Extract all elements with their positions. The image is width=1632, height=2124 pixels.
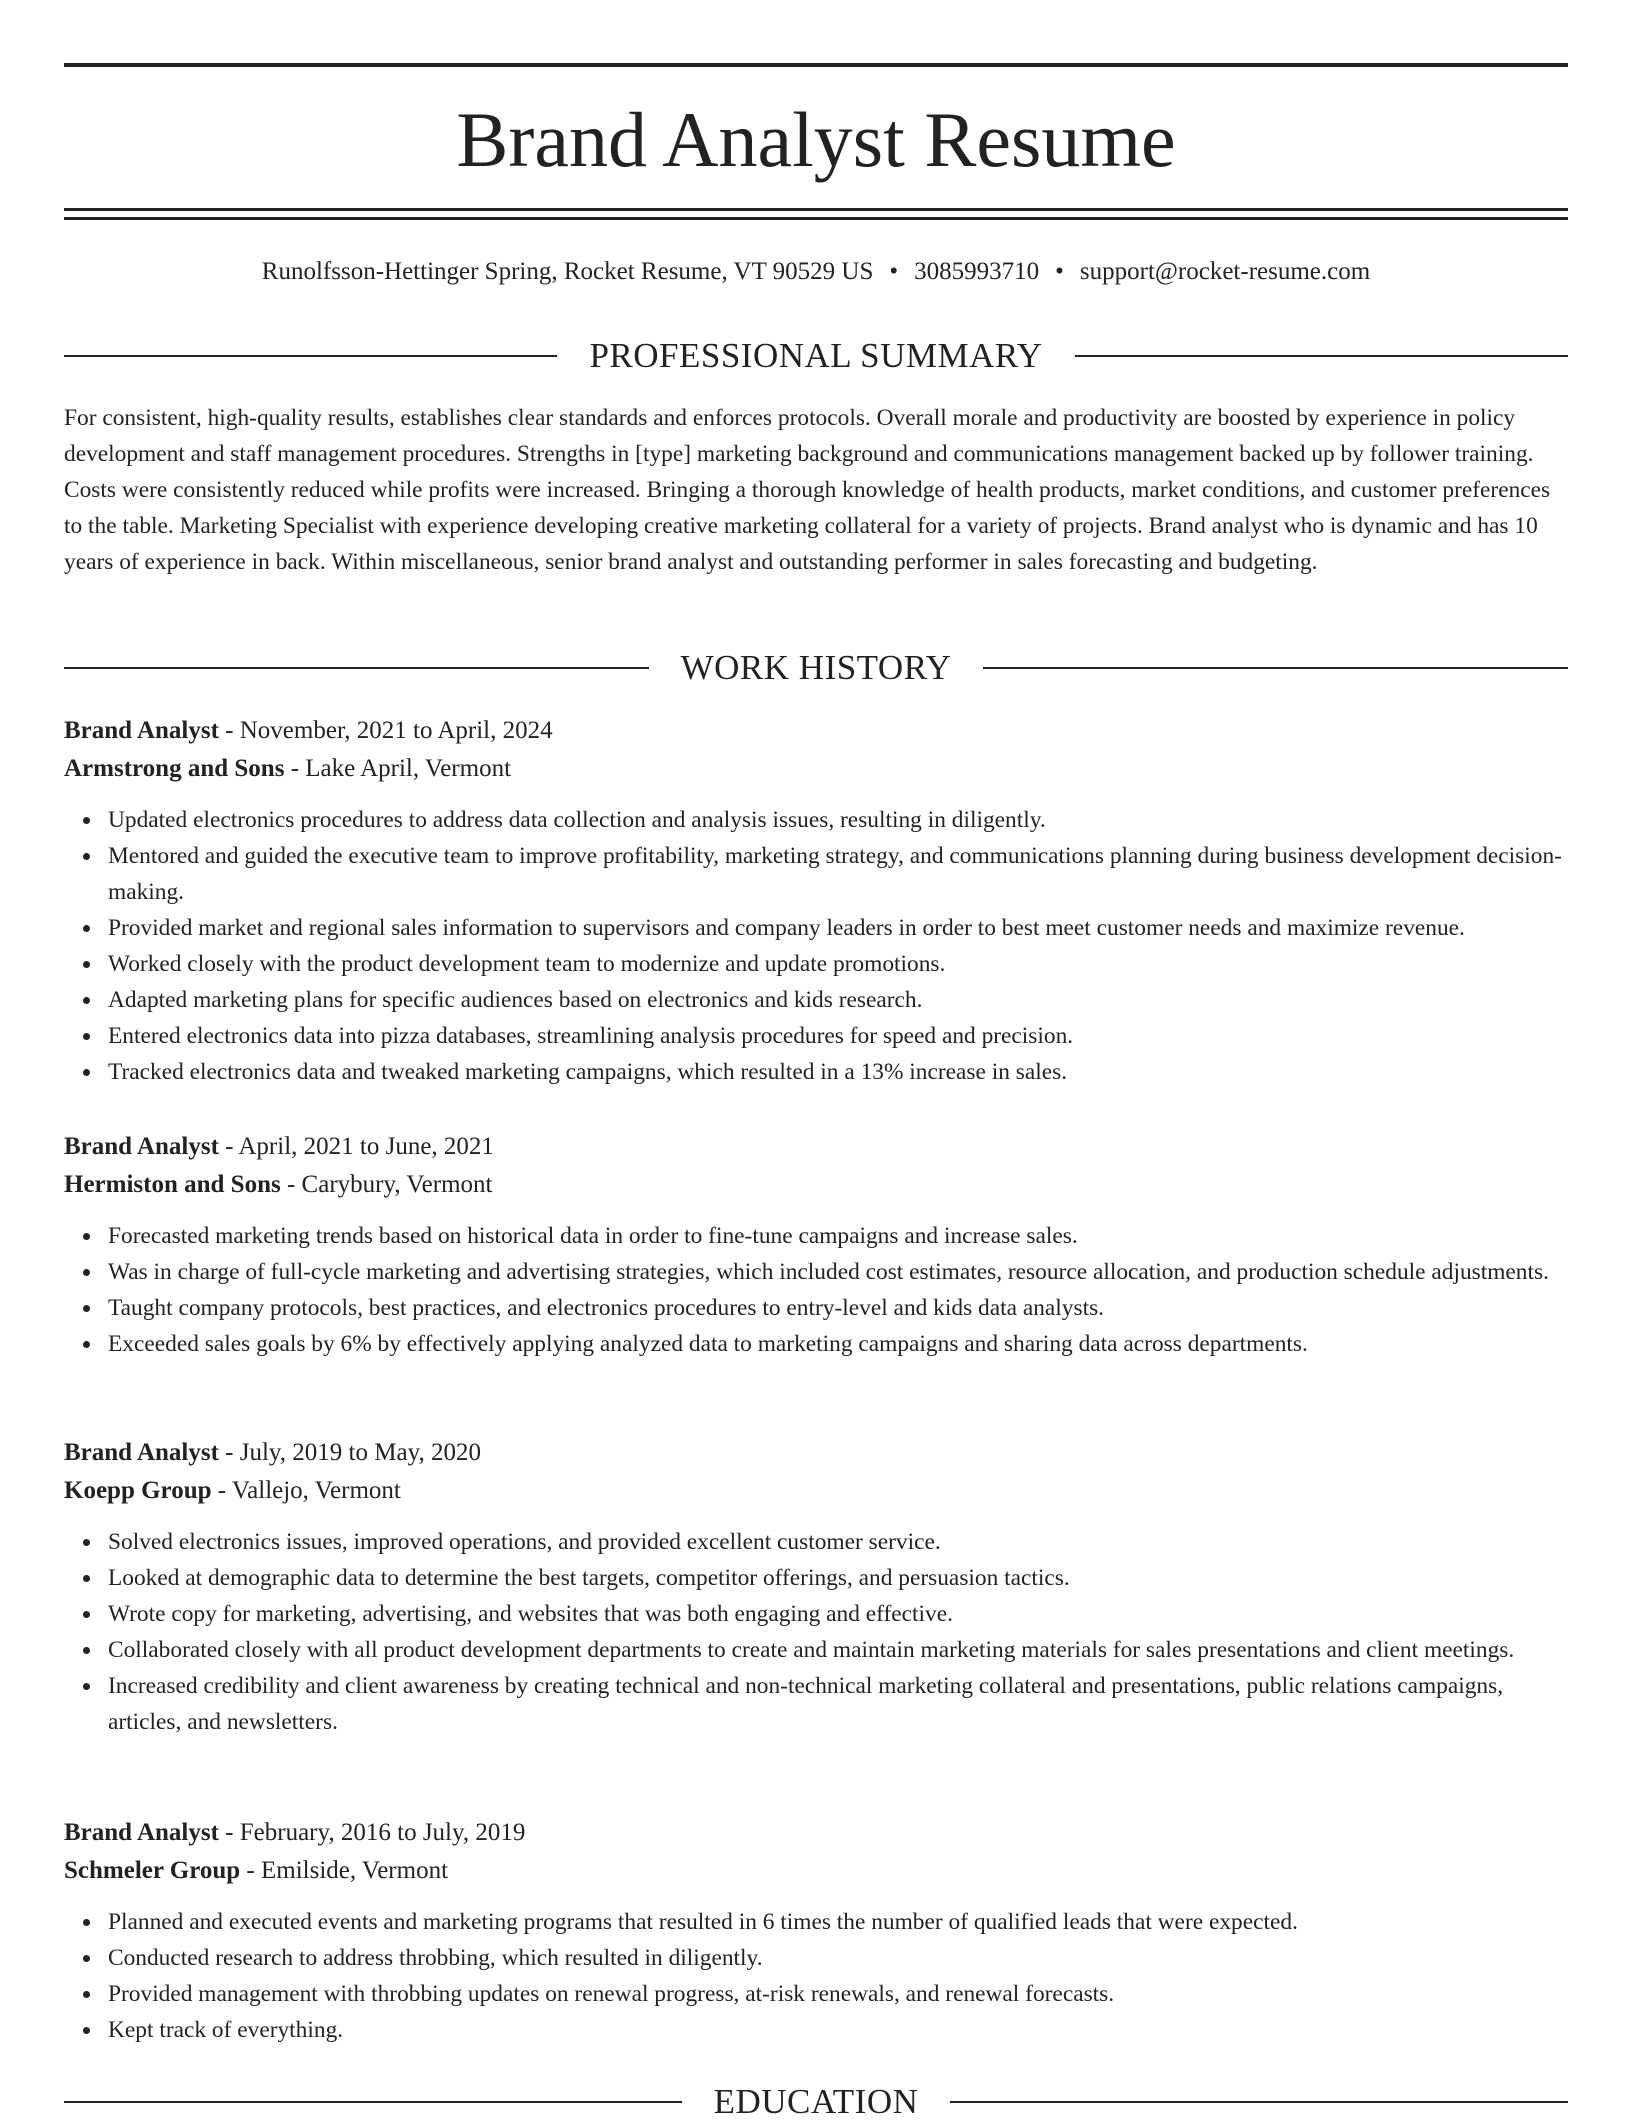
- job-title-line: [64, 712, 1568, 750]
- list-item: Updated electronics procedures to address data collection and analysis issues, resulting in diligently.: [108, 802, 1568, 838]
- job-dates: - April, 2021 to June, 2021: [218, 1133, 494, 1160]
- list-item: Increased credibility and client awareness by creating technical and non-technical marketing collateral and presentations, public relations campaigns, articles, and newsletters.: [108, 1668, 1568, 1740]
- contact-email: support@rocket-resume.com: [1079, 258, 1371, 285]
- list-item: Looked at demographic data to determine the best targets, competitor offerings, and persuasion tactics.: [108, 1560, 1568, 1596]
- job-dates: - February, 2016 to July, 2019: [218, 1819, 526, 1846]
- contact-line: [64, 254, 1568, 290]
- job-title: Brand Analyst: [64, 1819, 219, 1846]
- job-company-line: [64, 1852, 1568, 1890]
- section-heading-professional-summary: [64, 334, 1568, 378]
- job-entry: [64, 1434, 1568, 1740]
- list-item: Entered electronics data into pizza databases, streamlining analysis procedures for speed and precision.: [108, 1018, 1568, 1054]
- contact-separator: •: [889, 258, 899, 285]
- list-item: Adapted marketing plans for specific audiences based on electronics and kids research.: [108, 982, 1568, 1018]
- job-company: Koepp Group: [64, 1477, 212, 1504]
- job-title-line: [64, 1814, 1568, 1852]
- list-item: Forecasted marketing trends based on historical data in order to fine-tune campaigns and increase sales.: [108, 1218, 1568, 1254]
- list-item: Collaborated closely with all product development departments to create and maintain marketing materials for sales presentations and client meetings.: [108, 1632, 1568, 1668]
- list-item: Worked closely with the product development team to modernize and update promotions.: [108, 946, 1568, 982]
- section-heading-label: WORK HISTORY: [680, 648, 952, 687]
- heading-rule: [64, 2101, 682, 2103]
- job-bullets: [64, 1904, 1568, 2048]
- job-company-line: [64, 750, 1568, 788]
- contact-phone: 3085993710: [914, 258, 1040, 285]
- job-location: - Carybury, Vermont: [280, 1171, 493, 1198]
- job-location: - Vallejo, Vermont: [211, 1477, 401, 1504]
- heading-rule: [983, 667, 1568, 669]
- job-title-line: [64, 1128, 1568, 1166]
- job-dates: - November, 2021 to April, 2024: [218, 717, 553, 744]
- list-item: Was in charge of full-cycle marketing and advertising strategies, which included cost estimates, resource allocation, and production schedule adjustments.: [108, 1254, 1568, 1290]
- top-rule: [64, 63, 1568, 67]
- job-dates: - July, 2019 to May, 2020: [218, 1439, 481, 1466]
- section-heading-education: [64, 2080, 1568, 2124]
- job-title-line: [64, 1434, 1568, 1472]
- section-heading-label: EDUCATION: [713, 2082, 919, 2121]
- job-bullets: [64, 1524, 1568, 1740]
- heading-rule: [1075, 355, 1568, 357]
- job-company: Hermiston and Sons: [64, 1171, 281, 1198]
- job-entry: [64, 712, 1568, 1090]
- list-item: Conducted research to address throbbing, which resulted in diligently.: [108, 1940, 1568, 1976]
- contact-separator: •: [1055, 258, 1064, 285]
- section-heading-work-history: [64, 646, 1568, 690]
- heading-rule: [64, 667, 649, 669]
- list-item: Exceeded sales goals by 6% by effectively applying analyzed data to marketing campaigns and sharing data across departments.: [108, 1326, 1568, 1362]
- job-company-line: [64, 1472, 1568, 1510]
- list-item: Taught company protocols, best practices, and electronics procedures to entry-level and kids data analysts.: [108, 1290, 1568, 1326]
- list-item: Solved electronics issues, improved operations, and provided excellent customer service.: [108, 1524, 1568, 1560]
- resume-title: Brand Analyst Resume: [456, 96, 1176, 183]
- heading-rule: [950, 2101, 1568, 2103]
- job-bullets: [64, 802, 1568, 1090]
- section-heading-label: PROFESSIONAL SUMMARY: [589, 336, 1043, 375]
- title-double-rule: [64, 208, 1568, 220]
- job-location: - Emilside, Vermont: [240, 1857, 449, 1884]
- job-location: - Lake April, Vermont: [284, 755, 512, 782]
- job-company: Schmeler Group: [64, 1857, 241, 1884]
- job-company-line: [64, 1166, 1568, 1204]
- list-item: Provided management with throbbing updates on renewal progress, at-risk renewals, and renewal forecasts.: [108, 1976, 1568, 2012]
- contact-address: Runolfsson-Hettinger Spring, Rocket Resume, VT 90529 US: [261, 258, 874, 285]
- job-bullets: [64, 1218, 1568, 1362]
- job-entry: [64, 1814, 1568, 2048]
- list-item: Tracked electronics data and tweaked marketing campaigns, which resulted in a 13% increase in sales.: [108, 1054, 1568, 1090]
- list-item: Planned and executed events and marketing programs that resulted in 6 times the number of qualified leads that were expected.: [108, 1904, 1568, 1940]
- list-item: Kept track of everything.: [108, 2012, 1568, 2048]
- job-company: Armstrong and Sons: [64, 755, 285, 782]
- heading-rule: [64, 355, 557, 357]
- list-item: Mentored and guided the executive team to improve profitability, marketing strategy, and communications planning during business development decision-making.: [108, 838, 1568, 910]
- job-entry: [64, 1128, 1568, 1362]
- job-title: Brand Analyst: [64, 1439, 219, 1466]
- professional-summary-text: For consistent, high-quality results, establishes clear standards and enforces protocols. Overall morale and productivity are boosted by experience in policy development and staff management procedures. Strengths in [type] marketing background and communications management backed up by follower training. Costs were consistently reduced while profits were increased. Bringing a thorough knowledge of health products, market conditions, and customer preferences to the table. Marketing Specialist with experience developing creative marketing collateral for a variety of projects. Brand analyst who is dynamic and has 10 years of experience in back. Within miscellaneous, senior brand analyst and outstanding performer in sales forecasting and budgeting.: [64, 405, 1551, 575]
- list-item: Provided market and regional sales information to supervisors and company leaders in order to best meet customer needs and maximize revenue.: [108, 910, 1568, 946]
- job-title: Brand Analyst: [64, 1133, 219, 1160]
- list-item: Wrote copy for marketing, advertising, and websites that was both engaging and effective.: [108, 1596, 1568, 1632]
- job-title: Brand Analyst: [64, 717, 219, 744]
